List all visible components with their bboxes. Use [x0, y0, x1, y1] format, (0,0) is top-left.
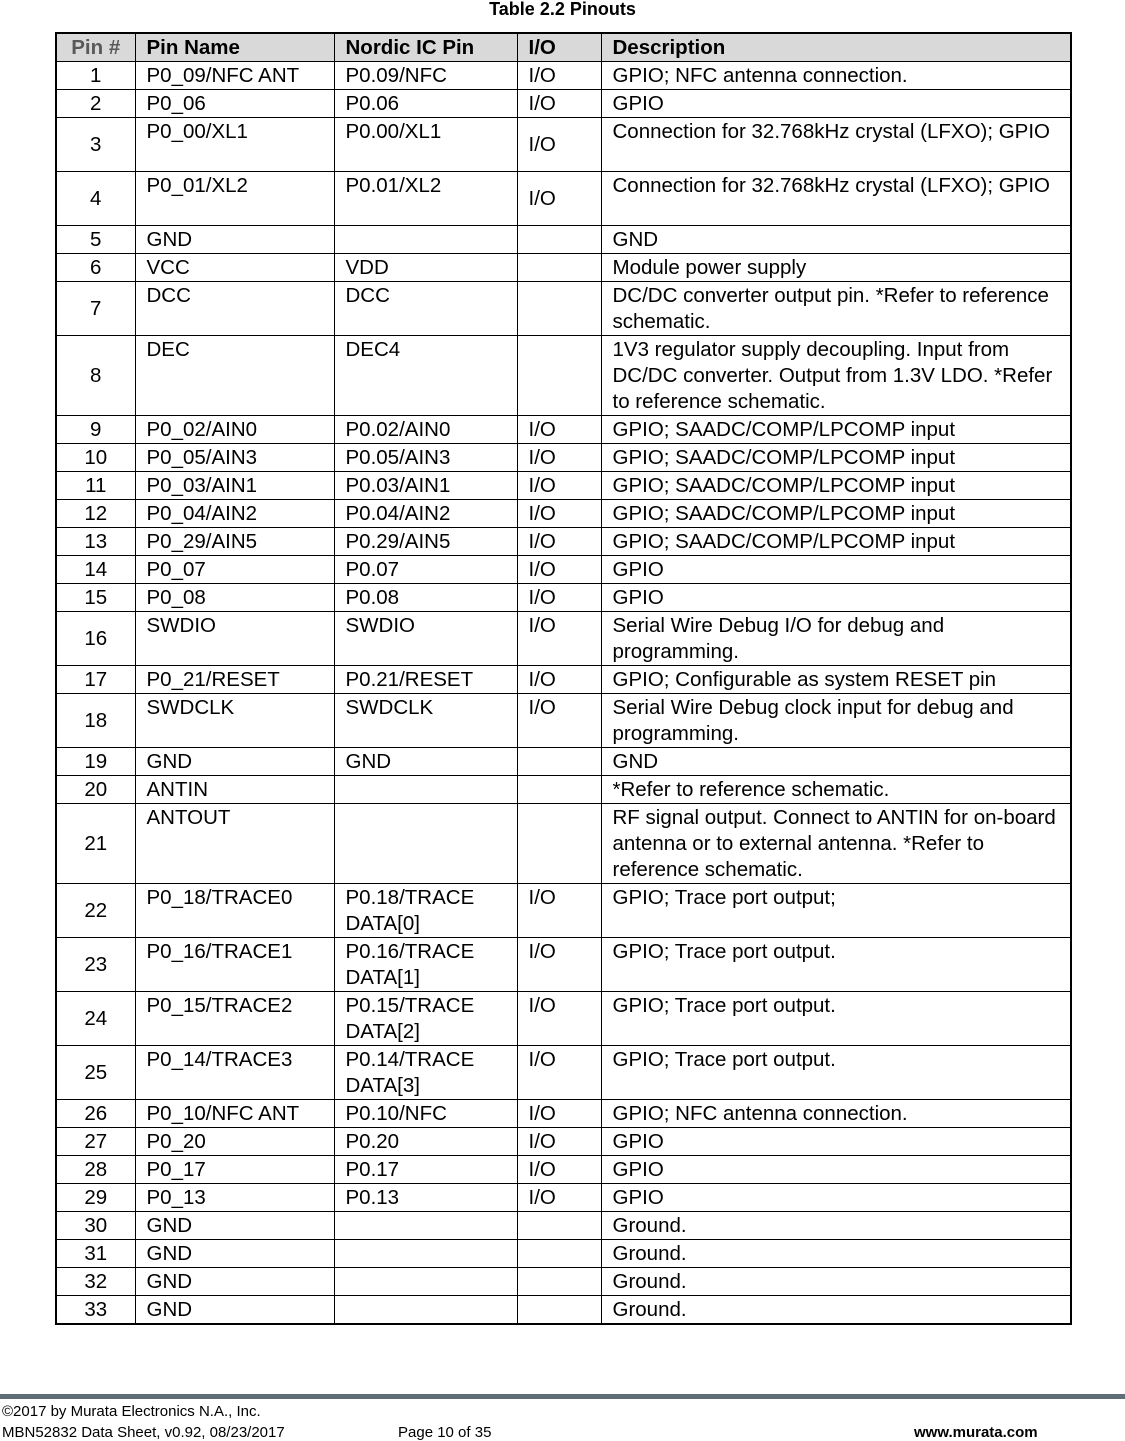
- cell-description: GPIO; NFC antenna connection.: [601, 1100, 1071, 1128]
- footer-sheet-info: MBN52832 Data Sheet, v0.92, 08/23/2017: [2, 1424, 285, 1441]
- cell-io: I/O: [517, 62, 601, 90]
- cell-nordic-ic-pin: P0.04/AIN2: [334, 500, 517, 528]
- cell-io: I/O: [517, 472, 601, 500]
- table-row: [56, 1128, 1071, 1156]
- cell-pin-name: GND: [135, 1240, 334, 1268]
- column-header-description: Description: [601, 33, 1071, 62]
- cell-pin-number: 19: [56, 748, 135, 776]
- table-row: [56, 416, 1071, 444]
- cell-nordic-ic-pin: P0.05/AIN3: [334, 444, 517, 472]
- table-row: [56, 1212, 1071, 1240]
- cell-io: I/O: [517, 444, 601, 472]
- cell-io: I/O: [517, 500, 601, 528]
- cell-description: GPIO; Trace port output.: [601, 1046, 1071, 1100]
- cell-pin-number: 16: [56, 612, 135, 666]
- cell-io: I/O: [517, 1156, 601, 1184]
- cell-io: I/O: [517, 694, 601, 748]
- cell-nordic-ic-pin: GND: [334, 748, 517, 776]
- cell-io: I/O: [517, 118, 601, 172]
- table-row: [56, 444, 1071, 472]
- cell-nordic-ic-pin: P0.13: [334, 1184, 517, 1212]
- cell-pin-number: 18: [56, 694, 135, 748]
- cell-nordic-ic-pin: P0.02/AIN0: [334, 416, 517, 444]
- table-row: [56, 282, 1071, 336]
- cell-description: Connection for 32.768kHz crystal (LFXO); GPIO: [601, 172, 1071, 226]
- table-row: [56, 118, 1071, 172]
- cell-pin-number: 13: [56, 528, 135, 556]
- table-row: [56, 172, 1071, 226]
- cell-pin-number: 11: [56, 472, 135, 500]
- cell-description: GND: [601, 748, 1071, 776]
- cell-pin-name: SWDIO: [135, 612, 334, 666]
- cell-pin-number: 2: [56, 90, 135, 118]
- cell-description: RF signal output. Connect to ANTIN for on-board antenna or to external antenna. *Refer to reference schematic.: [601, 804, 1071, 884]
- cell-description: GPIO; NFC antenna connection.: [601, 62, 1071, 90]
- cell-pin-name: P0_01/XL2: [135, 172, 334, 226]
- cell-nordic-ic-pin: [334, 1296, 517, 1325]
- cell-description: GPIO: [601, 584, 1071, 612]
- cell-io: [517, 254, 601, 282]
- cell-nordic-ic-pin: P0.18/TRACE DATA[0]: [334, 884, 517, 938]
- cell-description: GPIO; SAADC/COMP/LPCOMP input: [601, 472, 1071, 500]
- table-row: [56, 1046, 1071, 1100]
- table-row: [56, 1296, 1071, 1325]
- cell-pin-number: 26: [56, 1100, 135, 1128]
- cell-description: *Refer to reference schematic.: [601, 776, 1071, 804]
- cell-nordic-ic-pin: P0.07: [334, 556, 517, 584]
- footer-divider: [0, 1394, 1125, 1399]
- cell-pin-number: 25: [56, 1046, 135, 1100]
- cell-pin-number: 8: [56, 336, 135, 416]
- cell-nordic-ic-pin: SWDIO: [334, 612, 517, 666]
- cell-io: I/O: [517, 1184, 601, 1212]
- table-row: [56, 992, 1071, 1046]
- cell-pin-name: P0_07: [135, 556, 334, 584]
- table-row: [56, 556, 1071, 584]
- table-row: [56, 528, 1071, 556]
- cell-pin-number: 3: [56, 118, 135, 172]
- cell-nordic-ic-pin: VDD: [334, 254, 517, 282]
- cell-io: I/O: [517, 666, 601, 694]
- cell-pin-number: 9: [56, 416, 135, 444]
- table-row: [56, 666, 1071, 694]
- column-header-pin: Pin #: [56, 33, 135, 62]
- cell-io: I/O: [517, 1100, 601, 1128]
- cell-description: GPIO; Configurable as system RESET pin: [601, 666, 1071, 694]
- cell-pin-name: P0_04/AIN2: [135, 500, 334, 528]
- cell-description: Serial Wire Debug I/O for debug and programming.: [601, 612, 1071, 666]
- cell-pin-name: P0_05/AIN3: [135, 444, 334, 472]
- column-header-io: I/O: [517, 33, 601, 62]
- table-row: [56, 1156, 1071, 1184]
- cell-io: [517, 282, 601, 336]
- cell-pin-number: 6: [56, 254, 135, 282]
- cell-pin-name: P0_14/TRACE3: [135, 1046, 334, 1100]
- column-header-nordic-ic-pin: Nordic IC Pin: [334, 33, 517, 62]
- cell-nordic-ic-pin: SWDCLK: [334, 694, 517, 748]
- table-row: [56, 1184, 1071, 1212]
- cell-pin-name: ANTIN: [135, 776, 334, 804]
- cell-description: GND: [601, 226, 1071, 254]
- cell-pin-number: 27: [56, 1128, 135, 1156]
- cell-nordic-ic-pin: P0.29/AIN5: [334, 528, 517, 556]
- cell-nordic-ic-pin: [334, 804, 517, 884]
- cell-io: [517, 1212, 601, 1240]
- cell-pin-name: DEC: [135, 336, 334, 416]
- cell-description: GPIO; Trace port output.: [601, 992, 1071, 1046]
- cell-io: [517, 1268, 601, 1296]
- cell-io: [517, 1240, 601, 1268]
- cell-pin-name: P0_06: [135, 90, 334, 118]
- table-row: [56, 884, 1071, 938]
- cell-pin-name: P0_21/RESET: [135, 666, 334, 694]
- table-row: [56, 584, 1071, 612]
- table-row: [56, 90, 1071, 118]
- pinouts-table: [55, 32, 1072, 1325]
- cell-pin-number: 30: [56, 1212, 135, 1240]
- cell-nordic-ic-pin: P0.20: [334, 1128, 517, 1156]
- cell-pin-name: GND: [135, 1212, 334, 1240]
- cell-pin-number: 7: [56, 282, 135, 336]
- cell-description: GPIO; SAADC/COMP/LPCOMP input: [601, 444, 1071, 472]
- table-row: [56, 336, 1071, 416]
- table-row: [56, 62, 1071, 90]
- cell-io: I/O: [517, 992, 601, 1046]
- footer-page-number: Page 10 of 35: [398, 1424, 492, 1441]
- cell-pin-number: 17: [56, 666, 135, 694]
- cell-nordic-ic-pin: P0.03/AIN1: [334, 472, 517, 500]
- cell-pin-number: 10: [56, 444, 135, 472]
- cell-pin-name: P0_09/NFC ANT: [135, 62, 334, 90]
- cell-description: Ground.: [601, 1268, 1071, 1296]
- cell-pin-number: 21: [56, 804, 135, 884]
- cell-pin-number: 1: [56, 62, 135, 90]
- cell-pin-number: 31: [56, 1240, 135, 1268]
- cell-io: I/O: [517, 528, 601, 556]
- cell-nordic-ic-pin: DEC4: [334, 336, 517, 416]
- cell-pin-number: 23: [56, 938, 135, 992]
- cell-nordic-ic-pin: P0.09/NFC: [334, 62, 517, 90]
- cell-io: I/O: [517, 938, 601, 992]
- table-row: [56, 1240, 1071, 1268]
- cell-pin-number: 4: [56, 172, 135, 226]
- cell-description: GPIO; SAADC/COMP/LPCOMP input: [601, 416, 1071, 444]
- cell-pin-number: 33: [56, 1296, 135, 1325]
- cell-pin-number: 12: [56, 500, 135, 528]
- table-row: [56, 776, 1071, 804]
- cell-pin-name: P0_29/AIN5: [135, 528, 334, 556]
- cell-nordic-ic-pin: [334, 226, 517, 254]
- cell-io: [517, 748, 601, 776]
- cell-description: Serial Wire Debug clock input for debug and programming.: [601, 694, 1071, 748]
- cell-nordic-ic-pin: DCC: [334, 282, 517, 336]
- cell-description: Ground.: [601, 1296, 1071, 1325]
- cell-io: I/O: [517, 884, 601, 938]
- cell-pin-name: VCC: [135, 254, 334, 282]
- table-header-row: [56, 33, 1071, 62]
- cell-io: [517, 336, 601, 416]
- cell-pin-name: P0_16/TRACE1: [135, 938, 334, 992]
- cell-description: Ground.: [601, 1212, 1071, 1240]
- cell-pin-number: 14: [56, 556, 135, 584]
- cell-description: 1V3 regulator supply decoupling. Input from DC/DC converter. Output from 1.3V LDO. *Refer to reference schematic.: [601, 336, 1071, 416]
- footer-website-link[interactable]: www.murata.com: [914, 1424, 1038, 1441]
- cell-io: I/O: [517, 1128, 601, 1156]
- table-caption: Table 2.2 Pinouts: [489, 0, 636, 19]
- cell-nordic-ic-pin: [334, 1268, 517, 1296]
- table-row: [56, 612, 1071, 666]
- cell-nordic-ic-pin: P0.10/NFC: [334, 1100, 517, 1128]
- cell-io: I/O: [517, 556, 601, 584]
- cell-io: I/O: [517, 612, 601, 666]
- cell-io: I/O: [517, 90, 601, 118]
- cell-pin-name: P0_18/TRACE0: [135, 884, 334, 938]
- cell-nordic-ic-pin: [334, 1212, 517, 1240]
- cell-description: GPIO: [601, 556, 1071, 584]
- cell-pin-number: 28: [56, 1156, 135, 1184]
- cell-pin-name: P0_03/AIN1: [135, 472, 334, 500]
- table-row: [56, 500, 1071, 528]
- cell-nordic-ic-pin: P0.08: [334, 584, 517, 612]
- cell-description: GPIO: [601, 1156, 1071, 1184]
- cell-nordic-ic-pin: [334, 776, 517, 804]
- cell-pin-name: P0_10/NFC ANT: [135, 1100, 334, 1128]
- table-row: [56, 1268, 1071, 1296]
- cell-pin-name: GND: [135, 1268, 334, 1296]
- cell-description: DC/DC converter output pin. *Refer to reference schematic.: [601, 282, 1071, 336]
- table-row: [56, 254, 1071, 282]
- cell-pin-number: 24: [56, 992, 135, 1046]
- table-body: [56, 62, 1071, 1325]
- column-header-pin-name: Pin Name: [135, 33, 334, 62]
- cell-io: I/O: [517, 172, 601, 226]
- cell-pin-number: 22: [56, 884, 135, 938]
- cell-description: GPIO: [601, 1184, 1071, 1212]
- cell-nordic-ic-pin: P0.21/RESET: [334, 666, 517, 694]
- cell-pin-name: DCC: [135, 282, 334, 336]
- cell-description: Module power supply: [601, 254, 1071, 282]
- table-row: [56, 938, 1071, 992]
- cell-nordic-ic-pin: P0.14/TRACE DATA[3]: [334, 1046, 517, 1100]
- cell-description: GPIO: [601, 1128, 1071, 1156]
- cell-pin-number: 20: [56, 776, 135, 804]
- cell-pin-name: P0_13: [135, 1184, 334, 1212]
- table-row: [56, 694, 1071, 748]
- cell-io: I/O: [517, 1046, 601, 1100]
- cell-io: [517, 226, 601, 254]
- cell-pin-name: P0_02/AIN0: [135, 416, 334, 444]
- cell-pin-name: P0_17: [135, 1156, 334, 1184]
- cell-description: GPIO: [601, 90, 1071, 118]
- cell-pin-name: P0_20: [135, 1128, 334, 1156]
- cell-io: [517, 776, 601, 804]
- cell-description: GPIO; Trace port output;: [601, 884, 1071, 938]
- table-row: [56, 226, 1071, 254]
- cell-nordic-ic-pin: P0.00/XL1: [334, 118, 517, 172]
- cell-nordic-ic-pin: [334, 1240, 517, 1268]
- cell-io: [517, 1296, 601, 1325]
- cell-description: GPIO; SAADC/COMP/LPCOMP input: [601, 500, 1071, 528]
- cell-io: I/O: [517, 416, 601, 444]
- cell-nordic-ic-pin: P0.01/XL2: [334, 172, 517, 226]
- cell-description: GPIO; SAADC/COMP/LPCOMP input: [601, 528, 1071, 556]
- cell-pin-name: ANTOUT: [135, 804, 334, 884]
- table-row: [56, 804, 1071, 884]
- cell-pin-number: 15: [56, 584, 135, 612]
- cell-pin-name: SWDCLK: [135, 694, 334, 748]
- cell-pin-number: 32: [56, 1268, 135, 1296]
- cell-pin-name: GND: [135, 1296, 334, 1325]
- cell-pin-number: 5: [56, 226, 135, 254]
- footer-copyright: ©2017 by Murata Electronics N.A., Inc.: [2, 1403, 261, 1420]
- cell-pin-name: GND: [135, 748, 334, 776]
- cell-description: Connection for 32.768kHz crystal (LFXO); GPIO: [601, 118, 1071, 172]
- table-row: [56, 472, 1071, 500]
- cell-nordic-ic-pin: P0.15/TRACE DATA[2]: [334, 992, 517, 1046]
- cell-pin-name: GND: [135, 226, 334, 254]
- cell-description: GPIO; Trace port output.: [601, 938, 1071, 992]
- cell-nordic-ic-pin: P0.16/TRACE DATA[1]: [334, 938, 517, 992]
- cell-nordic-ic-pin: P0.17: [334, 1156, 517, 1184]
- cell-pin-name: P0_00/XL1: [135, 118, 334, 172]
- cell-pin-name: P0_15/TRACE2: [135, 992, 334, 1046]
- cell-nordic-ic-pin: P0.06: [334, 90, 517, 118]
- cell-io: I/O: [517, 584, 601, 612]
- table-row: [56, 748, 1071, 776]
- cell-description: Ground.: [601, 1240, 1071, 1268]
- table-row: [56, 1100, 1071, 1128]
- cell-pin-number: 29: [56, 1184, 135, 1212]
- cell-pin-name: P0_08: [135, 584, 334, 612]
- cell-io: [517, 804, 601, 884]
